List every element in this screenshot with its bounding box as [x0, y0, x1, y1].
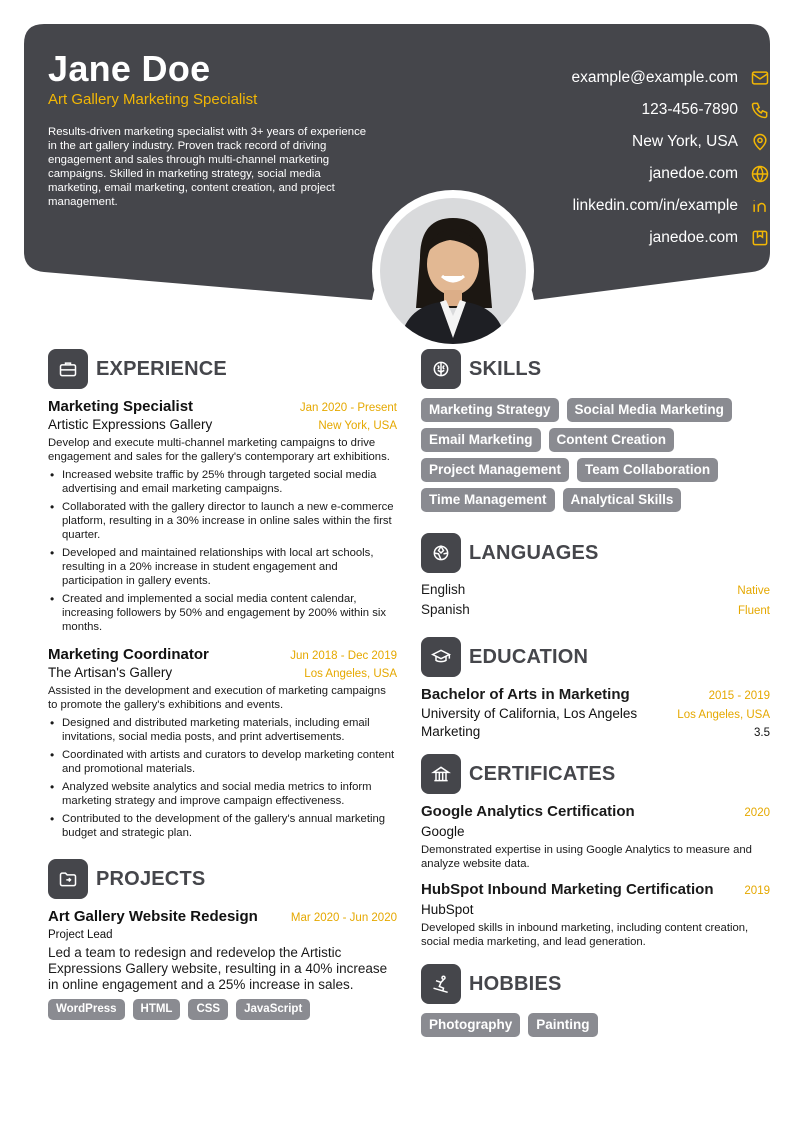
- achievement-item: • Created and implemented a social media content calendar, increasing followers by 50% and engagement by 200% within six months.: [48, 592, 397, 634]
- language-name: English: [421, 582, 466, 597]
- experience-section-header: [48, 348, 397, 390]
- bookmark-icon: [750, 228, 770, 248]
- education-years: 2015 - 2019: [708, 690, 770, 702]
- certificate-year: 2020: [744, 807, 770, 819]
- field-of-study: Marketing: [421, 724, 481, 739]
- language-item: [421, 582, 770, 602]
- skill-tag: Analytical Skills: [563, 488, 682, 512]
- achievement-item: • Coordinated with artists and curators to develop marketing content and promotional materials.: [48, 748, 397, 776]
- contact-location-text: New York, USA: [632, 133, 738, 150]
- company-name: The Artisan's Gallery: [48, 665, 173, 680]
- folder-icon: [48, 859, 88, 899]
- project-entry: [48, 908, 397, 1026]
- languages-title: LANGUAGES: [469, 541, 599, 564]
- phone-icon: [750, 100, 770, 120]
- certificate-year: 2019: [744, 885, 770, 897]
- location-pin-icon: [750, 132, 770, 152]
- experience-entry: [48, 398, 397, 634]
- tech-tag: JavaScript: [236, 999, 310, 1020]
- achievement-list: [48, 716, 397, 840]
- achievement-item: • Contributed to the development of the gallery's annual marketing budget and strategic plan.: [48, 812, 397, 840]
- hobby-tag: Painting: [528, 1013, 597, 1037]
- right-column: [421, 348, 770, 1043]
- projects-section-header: [48, 858, 397, 900]
- contact-email-text: example@example.com: [571, 69, 738, 86]
- certificates-title: CERTIFICATES: [469, 762, 616, 785]
- job-title: Marketing Coordinator: [48, 646, 209, 663]
- skill-tag: Project Management: [421, 458, 569, 482]
- language-icon: [421, 533, 461, 573]
- tech-tag: WordPress: [48, 999, 125, 1020]
- languages-section-header: [421, 532, 770, 574]
- certificate-issuer: HubSpot: [421, 902, 474, 917]
- left-column: [48, 348, 397, 1026]
- skills-title: SKILLS: [469, 357, 542, 380]
- tech-tag: HTML: [133, 999, 181, 1020]
- contact-portfolio-text: janedoe.com: [649, 229, 738, 246]
- achievement-item: • Designed and distributed marketing materials, including email invitations, social media posts, and print advertisements.: [48, 716, 397, 744]
- contact-website-text: janedoe.com: [649, 165, 738, 182]
- job-dates: Jun 2018 - Dec 2019: [290, 650, 397, 662]
- achievement-list: [48, 468, 397, 634]
- education-title: EDUCATION: [469, 645, 589, 668]
- achievement-item: • Analyzed website analytics and social media metrics to inform marketing strategy and improve campaign effectiveness.: [48, 780, 397, 808]
- contact-email[interactable]: [572, 62, 771, 94]
- skill-tags: [421, 398, 770, 518]
- linkedin-icon: [750, 196, 770, 216]
- project-tech-tags: [48, 999, 397, 1026]
- certificate-entry: [421, 803, 770, 871]
- education-section-header: [421, 636, 770, 678]
- project-description: Led a team to redesign and redevelop the Artistic Expressions Gallery website, resulting in a 40% increase in online engagement and a 25% increase in sales.: [48, 945, 388, 992]
- institution-icon: [421, 754, 461, 794]
- candidate-role: Art Gallery Marketing Specialist: [48, 91, 258, 108]
- skier-icon: [421, 964, 461, 1004]
- projects-title: PROJECTS: [96, 867, 206, 890]
- project-title: Art Gallery Website Redesign: [48, 908, 258, 925]
- globe-icon: [750, 164, 770, 184]
- job-location: New York, USA: [318, 420, 397, 432]
- skill-tag: Content Creation: [549, 428, 675, 452]
- graduation-cap-icon: [421, 637, 461, 677]
- contact-location: [572, 126, 771, 158]
- certificate-description: Demonstrated expertise in using Google Analytics to measure and analyze website data.: [421, 844, 752, 870]
- project-role: Project Lead: [48, 929, 113, 941]
- achievement-item: • Increased website traffic by 25% through targeted social media advertising and email marketing campaigns.: [48, 468, 397, 496]
- language-item: [421, 602, 770, 622]
- skills-section-header: [421, 348, 770, 390]
- skill-tag: Time Management: [421, 488, 555, 512]
- skill-tag: Social Media Marketing: [567, 398, 732, 422]
- school-name: University of California, Los Angeles: [421, 706, 638, 721]
- contact-linkedin[interactable]: [572, 190, 771, 222]
- certificate-issuer: Google: [421, 824, 465, 839]
- project-dates: Mar 2020 - Jun 2020: [290, 912, 397, 924]
- skill-tag: Team Collaboration: [577, 458, 718, 482]
- hobbies-title: HOBBIES: [469, 972, 562, 995]
- certificate-title: Google Analytics Certification: [421, 803, 635, 820]
- language-name: Spanish: [421, 602, 470, 617]
- experience-entry: [48, 646, 397, 840]
- degree: Bachelor of Arts in Marketing: [421, 686, 630, 703]
- school-location: Los Angeles, USA: [677, 709, 770, 721]
- language-level: Native: [737, 585, 770, 597]
- job-dates: Jan 2020 - Present: [299, 402, 397, 414]
- brain-icon: [421, 349, 461, 389]
- contact-linkedin-text: linkedin.com/in/example: [572, 197, 738, 214]
- hobbies-section-header: [421, 963, 770, 1005]
- contact-portfolio[interactable]: [572, 222, 771, 254]
- certificate-entry: [421, 881, 770, 949]
- contact-phone[interactable]: [572, 94, 771, 126]
- contact-website[interactable]: [572, 158, 771, 190]
- profile-photo: [380, 198, 526, 344]
- tech-tag: CSS: [188, 999, 228, 1020]
- job-title: Marketing Specialist: [48, 398, 194, 415]
- contact-phone-text: 123-456-7890: [641, 101, 738, 118]
- job-description: Assisted in the development and execution of marketing campaigns to promote the gallery's exhibitions and events.: [48, 685, 386, 711]
- education-entry: [421, 686, 770, 739]
- contact-list: [572, 62, 771, 254]
- language-list: [421, 582, 770, 622]
- certificates-section-header: [421, 753, 770, 795]
- language-level: Fluent: [738, 605, 770, 617]
- certificate-title: HubSpot Inbound Marketing Certification: [421, 881, 714, 898]
- mail-icon: [750, 68, 770, 88]
- profile-photo-frame: [372, 190, 534, 352]
- gpa: 3.5: [754, 727, 770, 739]
- job-description: Develop and execute multi-channel marketing campaigns to drive engagement and sales for the gallery's contemporary art exhibitions.: [48, 437, 390, 463]
- achievement-item: • Developed and maintained relationships with local art schools, resulting in a 20% increase in student engagement and participation in gallery events.: [48, 546, 397, 588]
- company-name: Artistic Expressions Gallery: [48, 417, 213, 432]
- certificate-description: Developed skills in inbound marketing, including content creation, social media marketing, and lead generation.: [421, 922, 749, 948]
- experience-title: EXPERIENCE: [96, 357, 227, 380]
- hobby-tags: [421, 1013, 770, 1043]
- skill-tag: Email Marketing: [421, 428, 541, 452]
- achievement-item: • Collaborated with the gallery director to launch a new e-commerce platform, resulting in a 30% increase in online sales within the first quarter.: [48, 500, 397, 542]
- profile-summary: Results-driven marketing specialist with 3+ years of experience in the art gallery industry. Proven track record of driving engagement and sales through multi-channel marketing campaigns. Skilled in marketing strategy, social media marketing, email marketing, content creation, and project management.: [48, 126, 367, 208]
- candidate-name: Jane Doe: [48, 48, 211, 89]
- job-location: Los Angeles, USA: [304, 668, 397, 680]
- hobby-tag: Photography: [421, 1013, 520, 1037]
- briefcase-icon: [48, 349, 88, 389]
- skill-tag: Marketing Strategy: [421, 398, 559, 422]
